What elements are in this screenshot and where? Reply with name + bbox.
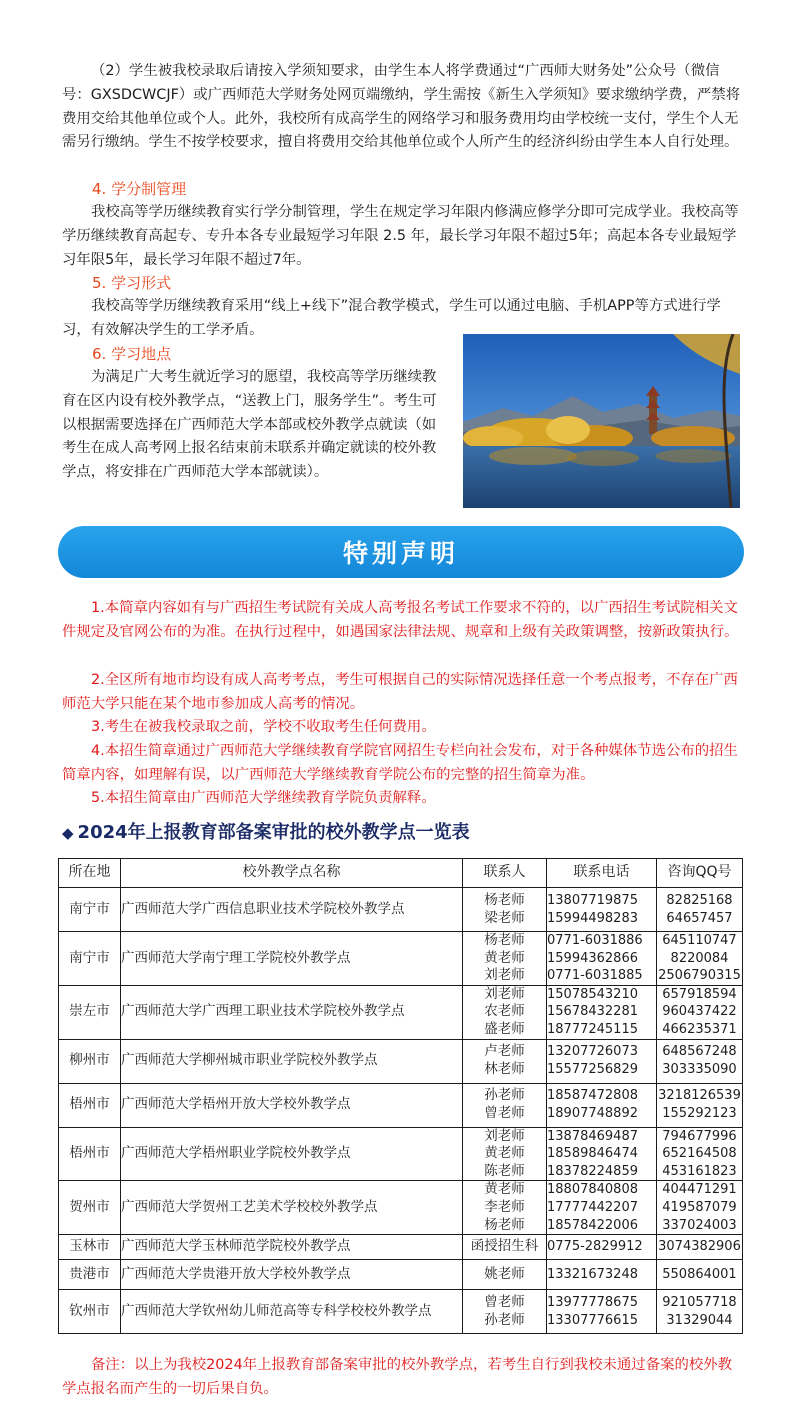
statement-2: 2.全区所有地市均设有成人高考考点，考生可根据自己的实际情况选择任意一个考点报考，不存在广西师范大学只能在某个地市参加成人高考的情况。 — [62, 672, 738, 712]
cell-site-name: 广西师范大学广西理工职业技术学院校外教学点 — [121, 985, 463, 1039]
cell-qq-line: 419587079 — [662, 1199, 737, 1215]
cell-phone-line: 13207726073 — [547, 1044, 638, 1060]
footnote-remark: 备注：以上为我校2024年上报教育部备案审批的校外教学点，若考生自行到我校未通过备案的校外教学点报名而产生的一切后果自负。 — [62, 1357, 733, 1397]
cell-qq — [657, 1290, 743, 1334]
banner-title: 特别声明 — [342, 539, 459, 568]
cell-qq-line: 466235371 — [662, 1021, 737, 1037]
cell-phone — [547, 1181, 657, 1235]
table-row — [59, 1083, 743, 1127]
cell-contact-line: 农老师 — [484, 1003, 525, 1020]
cell-site-name: 广西师范大学梧州开放大学校外教学点 — [121, 1083, 463, 1127]
cell-qq-line: 82825168 — [666, 892, 733, 908]
cell-contact-line: 孙老师 — [484, 1311, 525, 1328]
table-row — [59, 1039, 743, 1083]
cell-qq-line: 404471291 — [662, 1182, 737, 1198]
table-row — [59, 1235, 743, 1260]
table-row — [59, 1290, 743, 1334]
cell-contact — [463, 985, 547, 1039]
cell-contact-line: 黄老师 — [484, 949, 525, 966]
cell-contact-line: 孙老师 — [484, 1087, 525, 1104]
cell-phone — [547, 1235, 657, 1260]
cell-phone-line: 18807840808 — [547, 1182, 638, 1198]
special-statement-banner — [58, 526, 744, 578]
cell-site-name: 广西师范大学广西信息职业技术学院校外教学点 — [121, 888, 463, 932]
cell-contact-line: 盛老师 — [484, 1020, 525, 1037]
cell-site-name: 广西师范大学贺州工艺美术学校校外教学点 — [121, 1181, 463, 1235]
cell-qq-line: 3074382906 — [658, 1239, 741, 1255]
cell-qq — [657, 985, 743, 1039]
table-header-row — [59, 859, 743, 888]
cell-qq-line: 31329044 — [666, 1312, 733, 1328]
header-city: 所在地 — [59, 859, 121, 888]
cell-phone-line: 15994362866 — [547, 950, 638, 966]
cell-phone — [547, 1127, 657, 1181]
cell-qq — [657, 888, 743, 932]
cell-contact-line: 林老师 — [484, 1061, 525, 1078]
cell-phone — [547, 1260, 657, 1290]
tuition-payment-paragraph: （2）学生被我校录取后请按入学须知要求，由学生本人将学费通过“广西师大财务处”公众号（微信号：GXSDCWCJF）或广西师范大学财务处网页端缴纳，学生需按《新生入学须知》要求缴纳学费，严禁将费用交给其他单位或个人。此外，我校所有成高学生的网络学习和服务费用均由学校统一支付，学生个人无需另行缴纳。学生不按学校要求，擅自将费用交给其他单位或个人所产生的经济纠纷由学生本人自行处理。 — [62, 63, 741, 151]
cell-contact-line: 曾老师 — [484, 1105, 525, 1122]
cell-phone-line: 18907748892 — [547, 1106, 638, 1122]
cell-contact-line: 刘老师 — [484, 967, 525, 984]
cell-qq-line: 337024003 — [662, 1217, 737, 1233]
cell-contact — [463, 1181, 547, 1235]
section-heading-study-mode: 5. 学习形式 — [92, 274, 172, 292]
cell-site-name: 广西师范大学南宁理工学院校外教学点 — [121, 932, 463, 986]
table-row — [59, 1260, 743, 1290]
cell-qq-line: 303335090 — [662, 1062, 737, 1078]
table-row — [59, 1181, 743, 1235]
cell-phone — [547, 888, 657, 932]
cell-city: 玉林市 — [59, 1235, 121, 1260]
cell-qq-line: 155292123 — [662, 1106, 737, 1122]
section-body-credit-system: 我校高等学历继续教育实行学分制管理，学生在规定学习年限内修满应修学分即可完成学业。我校高等学历继续教育高起专、专升本各专业最短学习年限 2.5 年，最长学习年限不超过5年；高起本各专业最短学习年限5年，最长学习年限不超过7年。 — [62, 204, 739, 268]
cell-phone-line: 18589846474 — [547, 1146, 638, 1162]
cell-qq — [657, 1235, 743, 1260]
cell-contact-line: 刘老师 — [484, 985, 525, 1002]
cell-qq-line: 64657457 — [666, 910, 733, 926]
cell-qq-line: 453161823 — [662, 1163, 737, 1179]
section-body-study-location: 为满足广大考生就近学习的愿望，我校高等学历继续教育在区内设有校外教学点，“送教上门，服务学生”。考生可以根据需要选择在广西师范大学本部或校外教学点就读（如考生在成人高考网上报名结束前未联系并确定就读的校外教学点，将安排在广西师范大学本部就读）。 — [62, 369, 437, 481]
cell-contact — [463, 1083, 547, 1127]
cell-qq-line: 652164508 — [662, 1146, 737, 1162]
cell-qq — [657, 1039, 743, 1083]
cell-contact-line: 陈老师 — [484, 1162, 525, 1179]
teaching-sites-table — [58, 858, 743, 1334]
cell-qq-line: 960437422 — [662, 1004, 737, 1020]
cell-city: 梧州市 — [59, 1127, 121, 1181]
statement-4: 4.本招生简章通过广西师范大学继续教育学院官网招生专栏向社会发布，对于各种媒体节选公布的招生简章内容，如理解有误，以广西师范大学继续教育学院公布的完整的招生简章为准。 — [62, 743, 738, 783]
cell-site-name: 广西师范大学梧州职业学院校外教学点 — [121, 1127, 463, 1181]
cell-qq-line: 657918594 — [662, 986, 737, 1002]
cell-site-name: 广西师范大学玉林师范学院校外教学点 — [121, 1235, 463, 1260]
cell-qq-line: 2506790315 — [658, 968, 741, 984]
cell-phone-line: 0771-6031885 — [547, 968, 643, 984]
cell-contact-line: 刘老师 — [484, 1127, 525, 1144]
header-qq: 咨询QQ号 — [657, 859, 743, 888]
table-row — [59, 888, 743, 932]
cell-phone-line: 17777442207 — [547, 1199, 638, 1215]
cell-contact — [463, 932, 547, 986]
statement-3: 3.考生在被我校录取之前，学校不收取考生任何费用。 — [91, 719, 436, 735]
cell-contact — [463, 888, 547, 932]
statement-5: 5.本招生简章由广西师范大学继续教育学院负责解释。 — [91, 790, 436, 806]
teaching-sites-table-title — [62, 820, 470, 846]
cell-city: 柳州市 — [59, 1039, 121, 1083]
cell-qq-line: 921057718 — [662, 1295, 737, 1311]
cell-phone-line: 13321673248 — [547, 1266, 638, 1282]
cell-city: 南宁市 — [59, 888, 121, 932]
cell-city: 贵港市 — [59, 1260, 121, 1290]
cell-contact-line: 杨老师 — [484, 932, 525, 948]
cell-phone-line: 18378224859 — [547, 1163, 638, 1179]
table-row — [59, 1127, 743, 1181]
cell-site-name: 广西师范大学柳州城市职业学院校外教学点 — [121, 1039, 463, 1083]
cell-contact-line: 杨老师 — [484, 891, 525, 908]
cell-contact-line: 黄老师 — [484, 1181, 525, 1198]
cell-contact-line: 黄老师 — [484, 1145, 525, 1162]
cell-phone-line: 15078543210 — [547, 986, 638, 1002]
cell-phone — [547, 1290, 657, 1334]
cell-qq — [657, 932, 743, 986]
table-row — [59, 932, 743, 986]
cell-phone — [547, 1083, 657, 1127]
cell-phone-line: 15994498283 — [547, 910, 638, 926]
cell-contact-line: 曾老师 — [484, 1294, 525, 1311]
cell-contact-line: 梁老师 — [484, 909, 525, 926]
cell-qq-line: 8220084 — [670, 950, 729, 966]
cell-contact — [463, 1290, 547, 1334]
cell-qq-line: 648567248 — [662, 1044, 737, 1060]
cell-phone — [547, 985, 657, 1039]
cell-contact-line: 函授招生科 — [470, 1238, 539, 1255]
cell-phone-line: 13878469487 — [547, 1128, 638, 1144]
cell-phone — [547, 932, 657, 986]
cell-qq-line: 645110747 — [662, 933, 737, 948]
table-title-text: 2024年上报教育部备案审批的校外教学点一览表 — [77, 822, 470, 843]
cell-phone-line: 13307776615 — [547, 1312, 638, 1328]
cell-phone-line: 15577256829 — [547, 1062, 638, 1078]
cell-phone-line: 15678432281 — [547, 1004, 638, 1020]
diamond-bullet-icon: ◆ — [62, 824, 74, 842]
cell-contact-line: 杨老师 — [484, 1216, 525, 1233]
cell-contact-line: 姚老师 — [484, 1265, 525, 1282]
cell-city: 贺州市 — [59, 1181, 121, 1235]
cell-contact — [463, 1235, 547, 1260]
cell-phone-line: 0771-6031886 — [547, 933, 643, 948]
cell-phone-line: 18578422006 — [547, 1217, 638, 1233]
cell-qq-line: 794677996 — [662, 1128, 737, 1144]
cell-city: 梧州市 — [59, 1083, 121, 1127]
cell-city: 钦州市 — [59, 1290, 121, 1334]
cell-city: 崇左市 — [59, 985, 121, 1039]
header-phone: 联系电话 — [547, 859, 657, 888]
cell-qq — [657, 1127, 743, 1181]
cell-contact-line: 卢老师 — [484, 1043, 525, 1060]
cell-contact — [463, 1127, 547, 1181]
section-heading-study-location: 6. 学习地点 — [92, 345, 172, 363]
cell-qq-line: 550864001 — [662, 1266, 737, 1282]
cell-phone — [547, 1039, 657, 1083]
cell-phone-line: 18777245115 — [547, 1021, 638, 1037]
cell-city: 南宁市 — [59, 932, 121, 986]
cell-phone-line: 13807719875 — [547, 892, 638, 908]
cell-contact — [463, 1039, 547, 1083]
cell-qq — [657, 1181, 743, 1235]
campus-landscape-photo — [463, 334, 740, 508]
header-contact: 联系人 — [463, 859, 547, 888]
cell-qq-line: 3218126539 — [658, 1088, 741, 1104]
cell-phone-line: 18587472808 — [547, 1088, 638, 1104]
statement-1: 1.本简章内容如有与广西招生考试院有关成人高考报名考试工作要求不符的，以广西招生考试院相关文件规定及官网公布的为准。在执行过程中，如遇国家法律法规、规章和上级有关政策调整，按新政策执行。 — [62, 600, 739, 640]
section-body-study-mode: 我校高等学历继续教育采用“线上+线下”混合教学模式，学生可以通过电脑、手机APP等方式进行学习，有效解决学生的工学矛盾。 — [62, 298, 721, 338]
header-site-name: 校外教学点名称 — [121, 859, 463, 888]
cell-site-name: 广西师范大学钦州幼儿师范高等专科学校校外教学点 — [121, 1290, 463, 1334]
section-heading-credit-system: 4. 学分制管理 — [92, 180, 187, 198]
table-row — [59, 985, 743, 1039]
cell-qq — [657, 1083, 743, 1127]
cell-phone-line: 13977778675 — [547, 1295, 638, 1311]
cell-site-name: 广西师范大学贵港开放大学校外教学点 — [121, 1260, 463, 1290]
cell-contact — [463, 1260, 547, 1290]
cell-contact-line: 李老师 — [484, 1198, 525, 1215]
cell-qq — [657, 1260, 743, 1290]
cell-phone-line: 0775-2829912 — [547, 1239, 643, 1255]
